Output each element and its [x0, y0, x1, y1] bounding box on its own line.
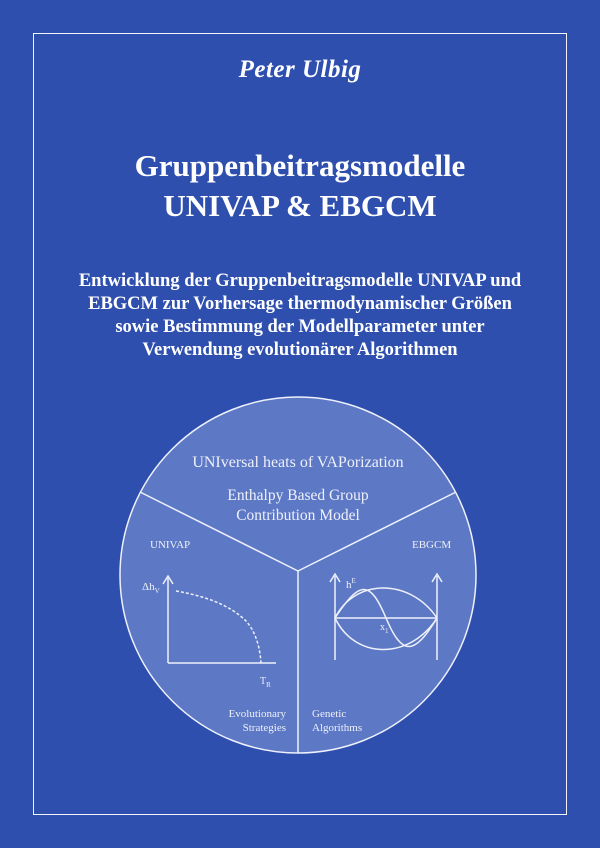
title-line-2: UNIVAP & EBGCM: [163, 188, 437, 223]
bottom-right-label-line-1: Genetic: [312, 708, 347, 720]
subtitle-line-3: sowie Bestimmung der Modellparameter unter: [115, 317, 485, 337]
center-label-line-2: Contribution Model: [236, 507, 360, 524]
bottom-left-label-line-2: Strategies: [242, 722, 286, 734]
bottom-right-label-line-2: Algorithms: [312, 722, 363, 734]
univap-x-label: $T_R$: [260, 676, 271, 689]
ebgcm-y-label: $h^E$: [346, 577, 356, 591]
author-name: Peter Ulbig: [238, 56, 362, 83]
subtitle-line-1: Entwicklung der Gruppenbeitragsmodelle UNIVAP und: [78, 271, 522, 291]
top-label: UNIversal heats of VAPorization: [192, 454, 404, 471]
ebgcm-x-label: $x_1$: [380, 622, 389, 635]
subtitle-line-2: EBGCM zur Vorhersage thermodynamischer Größen: [88, 294, 512, 314]
subtitle-line-4: Verwendung evolutionärer Algorithmen: [142, 340, 458, 360]
title-line-1: Gruppenbeitragsmodelle: [134, 148, 466, 183]
bottom-left-label-line-1: Evolutionary: [228, 708, 286, 720]
center-label-line-1: Enthalpy Based Group: [227, 487, 369, 504]
right-section-label: EBGCM: [412, 539, 452, 551]
univap-y-label: $\Delta h_V$: [142, 581, 160, 595]
left-section-label: UNIVAP: [150, 539, 191, 551]
